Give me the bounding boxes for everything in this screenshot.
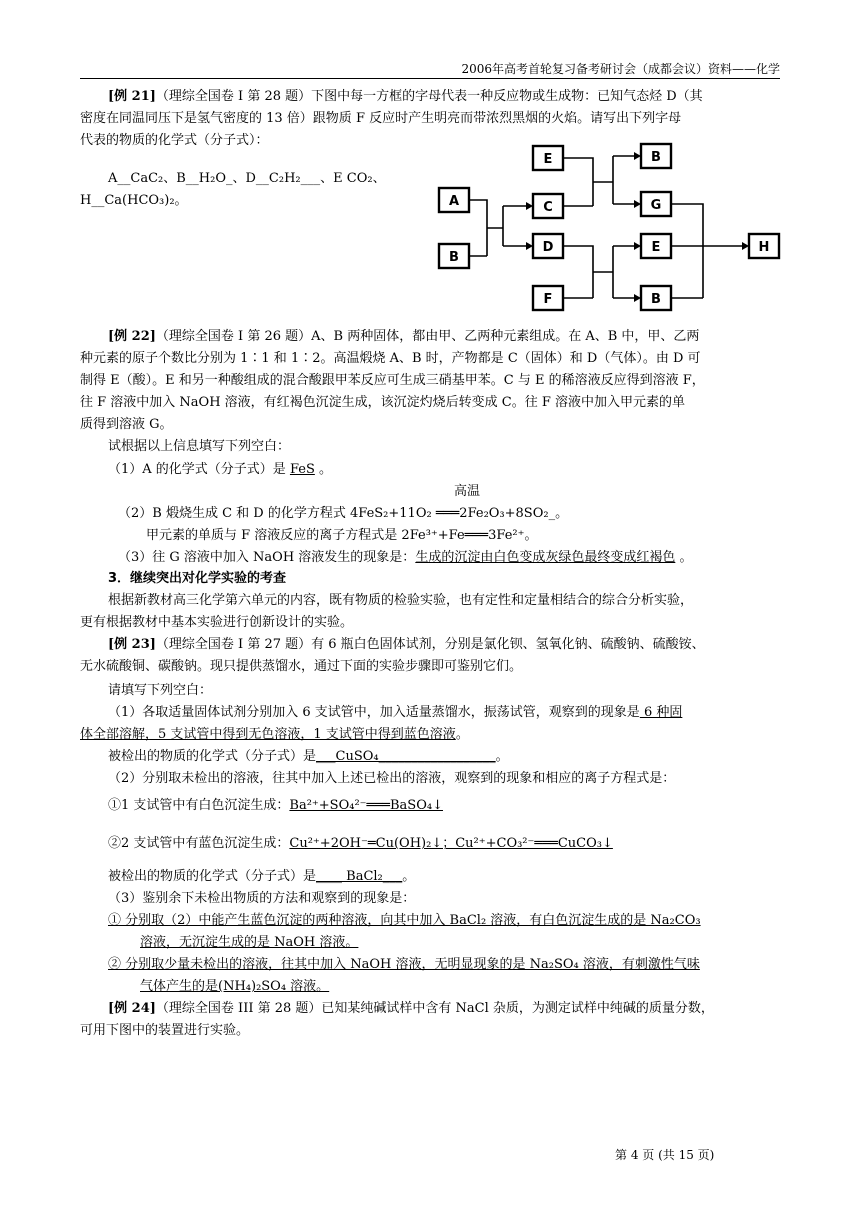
ex23-q2: （2）分别取未检出的溶液，往其中加入上述已检出的溶液，观察到的现象和相应的离子方程式是： bbox=[108, 771, 676, 786]
header-rule bbox=[80, 78, 780, 79]
ex23-r1: ①1 支试管中有白色沉淀生成：Ba²⁺+SO₄²⁻═══BaSO₄↓ bbox=[108, 798, 443, 813]
ex21-answer-line2: H__Ca(HCO₃)₂。 bbox=[80, 193, 188, 208]
box-B-top bbox=[641, 144, 671, 168]
ex22-text1: （理综全国卷 I 第 26 题）A、B 两种固体，都由甲、乙两种元素组成。在 A、B 中，甲、乙两 bbox=[155, 329, 700, 344]
ex23-r1-answer: Ba²⁺+SO₄²⁻═══BaSO₄↓ bbox=[289, 798, 443, 813]
ex22-q2b: 甲元素的单质与 F 溶液反应的离子方程式是 2Fe³⁺+Fe═══3Fe²⁺。 bbox=[146, 528, 538, 543]
ex23-q1c: 被检出的物质的化学式（分子式）是___CuSO₄__________________。 bbox=[108, 749, 509, 764]
box-E-right bbox=[641, 234, 671, 258]
ex22-q1-answer: FeS bbox=[289, 462, 315, 477]
svg-text:D: D bbox=[542, 240, 554, 255]
ex24-tag: [例 24] bbox=[108, 1001, 156, 1016]
box-C bbox=[533, 194, 563, 218]
ex23-prompt: 请填写下列空白： bbox=[108, 683, 213, 698]
connector-DF bbox=[563, 246, 635, 298]
page-footer: 第 4 页 (共 15 页) bbox=[615, 1148, 715, 1162]
ex22-condition-label: 高温 bbox=[454, 484, 481, 499]
ex23-para bbox=[80, 634, 780, 656]
ex23-q2c: 被检出的物质的化学式（分子式）是____ BaCl₂___。 bbox=[108, 869, 416, 884]
ex21-answer-line1: A__CaC₂、B__H₂O_、D__C₂H₂___、E CO₂、 bbox=[108, 171, 386, 186]
ex23-text1: （理综全国卷 I 第 27 题）有 6 瓶白色固体试剂，分别是氯化钡、氢氧化钠、硫酸钠、硫酸铵、 bbox=[155, 637, 705, 652]
svg-text:C: C bbox=[543, 200, 553, 215]
ex23-s2a: ② 分别取少量未检出的溶液，往其中加入 NaOH 溶液，无明显现象的是 Na₂SO₄ 溶液，有刺激性气味 bbox=[108, 957, 700, 972]
ex24-para bbox=[80, 998, 780, 1020]
ex22-text3: 制得 E（酸）。E 和另一种酸组成的混合酸跟甲苯反应可生成三硝基甲苯。C 与 E 的稀溶液反应得到溶液 F， bbox=[80, 373, 705, 388]
ex23-q3: （3）鉴别余下未检出物质的方法和观察到的现象是： bbox=[108, 891, 416, 906]
ex22-q3: （3）往 G 溶液中加入 NaOH 溶液发生的现象是：生成的沉淀由白色变成灰绿色最终变成红褐色 。 bbox=[118, 550, 693, 565]
svg-text:B: B bbox=[449, 250, 459, 265]
box-D bbox=[533, 234, 563, 258]
ex22-q1: （1）A 的化学式（分子式）是 FeS 。 bbox=[108, 462, 332, 477]
ex22-para bbox=[80, 326, 780, 348]
svg-text:F: F bbox=[543, 292, 553, 307]
connector-EC bbox=[563, 156, 635, 206]
ex23-q2c-answer: ____ BaCl₂___ bbox=[316, 869, 403, 884]
svg-text:B: B bbox=[651, 292, 661, 307]
box-E-top bbox=[533, 146, 563, 170]
box-G bbox=[641, 192, 671, 216]
ex23-s2b: 气体产生的是(NH₄)₂SO₄ 溶液。 bbox=[140, 979, 330, 994]
ex23-q1c-answer: ___CuSO₄__________________ bbox=[316, 749, 496, 764]
ex23-s1a: ① 分别取（2）中能产生蓝色沉淀的两种溶液，向其中加入 BaCl₂ 溶液，有白色沉淀生成的是 Na₂CO₃ bbox=[108, 913, 701, 928]
ex21-para bbox=[80, 86, 780, 108]
reaction-flow-diagram bbox=[433, 140, 785, 316]
ex23-r2-answer: Cu²⁺+2OH⁻═Cu(OH)₂↓；Cu²⁺+CO₃²⁻═══CuCO₃↓ bbox=[289, 836, 613, 851]
ex22-text2: 种元素的原子个数比分别为 1∶1 和 1∶2。高温煅烧 A、B 时，产物都是 C（固体）和 D（气体）。由 D 可 bbox=[80, 351, 701, 366]
ex23-s1b: 溶液，无沉淀生成的是 NaOH 溶液。 bbox=[140, 935, 359, 950]
svg-text:B: B bbox=[651, 150, 661, 165]
svg-text:E: E bbox=[543, 152, 553, 167]
section3-text2: 更有根据教材中基本实验进行创新设计的实验。 bbox=[80, 615, 354, 630]
ex23-q1b-answer: 体全部溶解，5 支试管中得到无色溶液，1 支试管中得到蓝色溶液 bbox=[80, 727, 456, 742]
ex22-q2: （2）B 煅烧生成 C 和 D 的化学方程式 4FeS₂+11O₂ ═══2Fe₂O₃+8SO₂_。 bbox=[118, 506, 569, 521]
connector-to-H bbox=[671, 204, 743, 298]
ex23-r2: ②2 支试管中有蓝色沉淀生成：Cu²⁺+2OH⁻═Cu(OH)₂↓；Cu²⁺+CO₃²⁻═══CuCO₃↓ bbox=[108, 836, 613, 851]
svg-text:A: A bbox=[448, 194, 460, 209]
ex21-tag: [例 21] bbox=[108, 89, 156, 104]
box-B-left bbox=[439, 244, 469, 268]
box-B-bottom bbox=[641, 286, 671, 310]
ex24-text2: 可用下图中的装置进行实验。 bbox=[80, 1023, 250, 1038]
svg-text:E: E bbox=[651, 240, 661, 255]
section3-title: 3．继续突出对化学实验的考查 bbox=[108, 571, 287, 586]
ex22-text5: 质得到溶液 G。 bbox=[80, 417, 173, 432]
section3-text1: 根据新教材高三化学第六单元的内容，既有物质的检验实验，也有定性和定量相结合的综合分析实验， bbox=[108, 593, 694, 608]
box-F bbox=[533, 286, 563, 310]
ex23-q1a: （1）各取适量固体试剂分别加入 6 支试管中，加入适量蒸馏水，振荡试管，观察到的现象是 6 种固 bbox=[108, 705, 683, 720]
ex22-prompt: 试根据以上信息填写下列空白： bbox=[108, 439, 291, 454]
ex22-text4: 往 F 溶液中加入 NaOH 溶液，有红褐色沉淀生成，该沉淀灼烧后转变成 C。往 F 溶液中加入甲元素的单 bbox=[80, 395, 686, 410]
ex23-q1a-answer: 6 种固 bbox=[639, 705, 683, 720]
ex23-q1b: 体全部溶解，5 支试管中得到无色溶液，1 支试管中得到蓝色溶液。 bbox=[80, 727, 469, 742]
ex22-tag: [例 22] bbox=[108, 329, 156, 344]
ex24-text1: （理综全国卷 III 第 28 题）已知某纯碱试样中含有 NaCl 杂质，为测定试样中纯碱的质量分数， bbox=[155, 1001, 714, 1016]
box-H bbox=[749, 234, 779, 258]
ex23-text2: 无水硫酸铜、碳酸钠。现只提供蒸馏水，通过下面的实验步骤即可鉴别它们。 bbox=[80, 659, 523, 674]
ex22-q3-answer: 生成的沉淀由白色变成灰绿色最终变成红褐色 bbox=[415, 550, 676, 565]
svg-text:G: G bbox=[650, 198, 662, 213]
svg-text:H: H bbox=[758, 240, 770, 255]
ex21-text3: 代表的物质的化学式（分子式）： bbox=[80, 133, 269, 148]
ex21-text2: 密度在同温同压下是氢气密度的 13 倍）跟物质 F 反应时产生明亮而带浓烈黑烟的火焰。请写出下列字母 bbox=[80, 111, 682, 126]
connector-AB bbox=[469, 200, 527, 256]
box-A bbox=[439, 188, 469, 212]
page-header: 2006年高考首轮复习备考研讨会（成都会议）资料——化学 bbox=[461, 62, 780, 76]
ex21-text1: （理综全国卷 I 第 28 题）下图中每一方框的字母代表一种反应物或生成物：已知气态烃 D（其 bbox=[155, 89, 703, 104]
ex23-tag: [例 23] bbox=[108, 637, 156, 652]
